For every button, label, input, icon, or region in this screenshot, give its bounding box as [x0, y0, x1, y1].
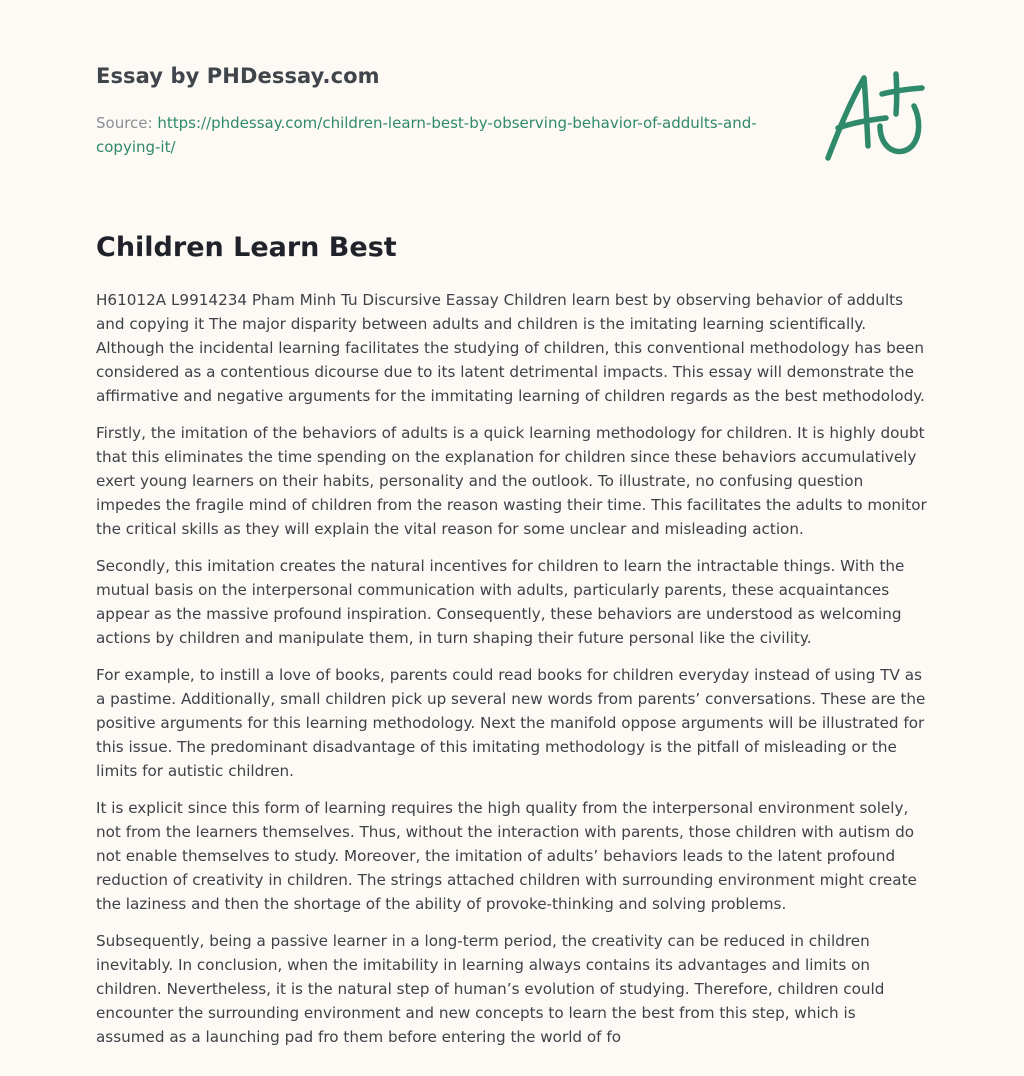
page-header	[96, 0, 928, 210]
essay-paragraph: Secondly, this imitation creates the natural incentives for children to learn the intractable things. With the mutual basis on the interpersonal communication with adults, particularly parents, these acquaintances appear as the massive profound inspiration. Consequently, these behaviors are understood as welcoming actions by children and manipulate them, in turn shaping their future personal like the civility.	[96, 557, 905, 647]
essay-paragraph: It is explicit since this form of learning requires the high quality from the interpersonal environment solely, not from the learners themselves. Thus, without the interaction with parents, those children with autism do not enable themselves to study. Moreover, the imitation of adults’ behaviors leads to the latent profound reduction of creativity in children. The strings attached children with surrounding environment might create the laziness and then the shortage of the ability of provoke-thinking and solving problems.	[96, 799, 917, 913]
source-label: Source:	[96, 114, 153, 132]
essay-paragraph: H61012A L9914234 Pham Minh Tu Discursive Eassay Children learn best by observing behavior of addults and copying it The major disparity between adults and children is the imitating learning scientifically. Although the incidental learning facilitates the studying of children, this conventional methodology has been considered as a contentious dicourse due to its latent detrimental impacts. This essay will demonstrate the affirmative and negative arguments for the immitating learning of children regards as the best methodolody.	[96, 291, 925, 405]
essay-body	[96, 288, 928, 1049]
source-link[interactable]: https://phdessay.com/children-learn-best-by-observing-behavior-of-addults-and-copying-it/	[96, 114, 757, 156]
essay-paragraph: For example, to instill a love of books, parents could read books for children everyday instead of using TV as a pastime. Additionally, small children pick up several new words from parents’ conversations. These are the positive arguments for this learning methodology. Next the manifold oppose arguments will be illustrated for this issue. The predominant disadvantage of this imitating methodology is the pitfall of misleading or the limits for autistic children.	[96, 666, 926, 780]
a-plus-logo-icon	[824, 66, 928, 166]
essay-paragraph: Firstly, the imitation of the behaviors of adults is a quick learning methodology for children. It is highly doubt that this eliminates the time spending on the explanation for children since these behaviors accumulatively exert young learners on their habits, personality and the outlook. To illustrate, no confusing question impedes the fragile mind of children from the reason wasting their time. This facilitates the adults to monitor the critical skills as they will explain the vital reason for some unclear and misleading action.	[96, 424, 927, 538]
essay-paragraph: Subsequently, being a passive learner in a long-term period, the creativity can be reduced in children inevitably. In conclusion, when the imitability in learning always contains its advantages and limits on children. Nevertheless, it is the natural step of human’s evolution of studying. Therefore, children could encounter the surrounding environment and new concepts to learn the best from this step, which is assumed as a launching pad fro them before entering the world of fo	[96, 932, 885, 1046]
source-line	[96, 111, 776, 159]
site-title: Essay by PHDessay.com	[96, 64, 380, 88]
essay-title: Children Learn Best	[96, 232, 397, 263]
